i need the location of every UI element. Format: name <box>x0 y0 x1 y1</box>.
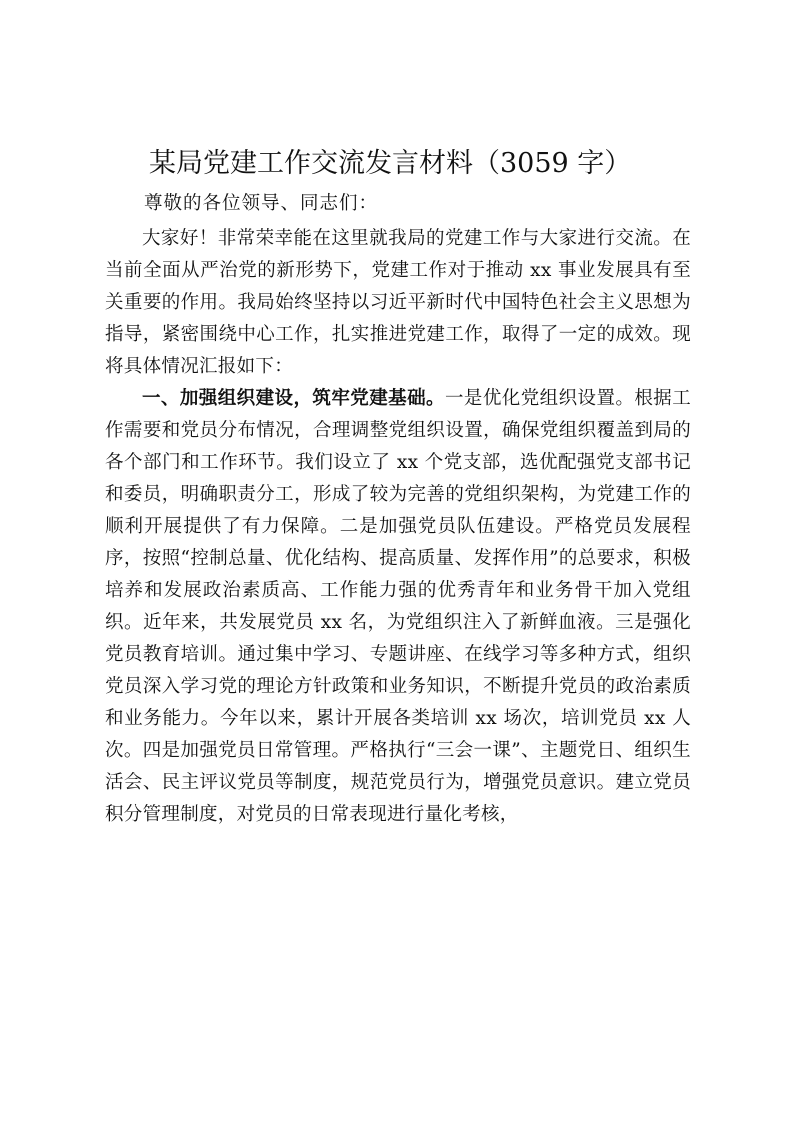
salutation: 尊敬的各位领导、同志们： <box>144 193 379 214</box>
document-body <box>105 140 691 831</box>
section-1-body: 一是优化党组织设置。根据工作需要和党员分布情况，合理调整党组织设置，确保党组织覆盖到局的各个部门和工作环节。我们设立了 xx 个党支部，选优配强党支部书记和委员，明确职责分工，形成了较为完善的党组织架构，为党建工作的顺利开展提供了有力保障。二是加强党员队伍建设。严格党员发展程序，按照“控制总量、优化结构、提高质量、发挥作用”的总要求，积极培养和发展政治素质高、工作能力强的优秀青年和业务骨干加入党组织。近年来，共发展党员 xx 名，为党组织注入了新鲜血液。三是强化党员教育培训。通过集中学习、专题讲座、在线学习等多种方式，组织党员深入学习党的理论方针政策和业务知识，不断提升党员的政治素质和业务能力。今年以来，累计开展各类培训 xx 场次，培训党员 xx 人次。四是加强党员日常管理。严格执行“三会一课”、主题党日、组织生活会、民主评议党员等制度，规范党员行为，增强党员意识。建立党员积分管理制度，对党员的日常表现进行量化考核， <box>105 388 691 825</box>
section-1-heading: 一、加强组织建设，筑牢党建基础。 <box>142 388 445 409</box>
document-title: 某局党建工作交流发言材料（3059 字） <box>149 148 632 179</box>
intro-paragraph: 大家好！非常荣幸能在这里就我局的党建工作与大家进行交流。在当前全面从严治党的新形势下，党建工作对于推动 xx 事业发展具有至关重要的作用。我局始终坚持以习近平新时代中国特色社会主义思想为指导，紧密围绕中心工作，扎实推进党建工作，取得了一定的成效。现将具体情况汇报如下： <box>105 228 691 377</box>
section-1-paragraph <box>105 383 691 831</box>
